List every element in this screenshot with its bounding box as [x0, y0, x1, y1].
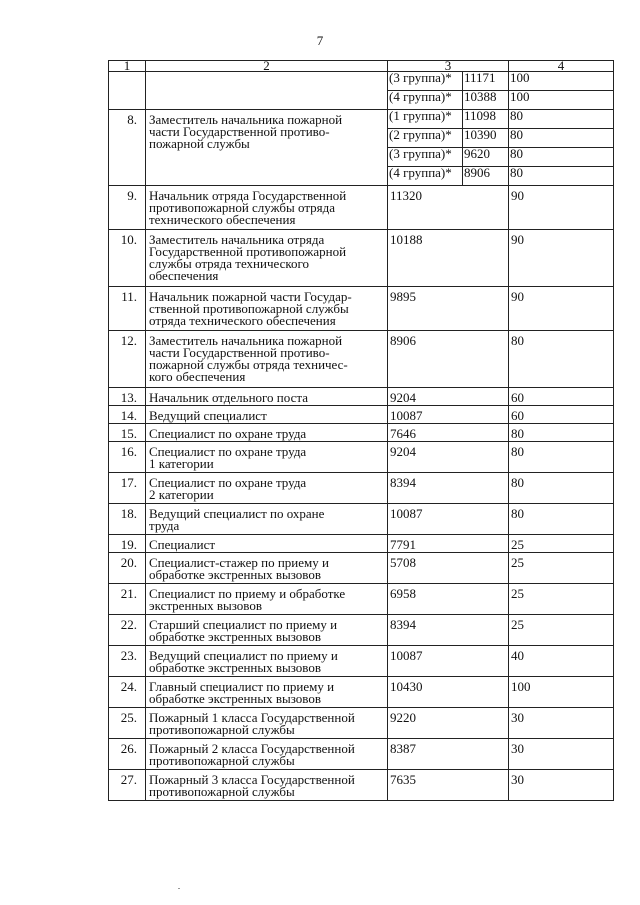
row-number: 17. [109, 473, 146, 504]
position-title-line: Заместитель начальника пожарной [149, 112, 343, 127]
row-number: 16. [109, 442, 146, 473]
table-row [109, 584, 614, 615]
position-title [146, 230, 388, 287]
position-title-line: Специалист [149, 537, 216, 552]
position-title-line: службы отряда технического [149, 256, 310, 271]
row-number: 14. [109, 406, 146, 424]
group-label: (1 группа)* [388, 110, 463, 129]
col4-value: 100 [509, 677, 614, 708]
row-number: 24. [109, 677, 146, 708]
group-label: (2 группа)* [388, 129, 463, 148]
position-title-line: 1 категории [149, 456, 214, 471]
salary-value: 8387 [388, 739, 509, 770]
position-title [146, 535, 388, 553]
table-row [109, 230, 614, 287]
position-title-line: пожарной службы [149, 136, 250, 151]
row-number: 23. [109, 646, 146, 677]
group-col4: 80 [509, 167, 614, 186]
row-number: 20. [109, 553, 146, 584]
position-title-line: 2 категории [149, 487, 214, 502]
group-col4: 80 [509, 110, 614, 129]
salary-value: 10188 [388, 230, 509, 287]
position-title [146, 739, 388, 770]
salary-value: 6958 [388, 584, 509, 615]
col4-value: 90 [509, 230, 614, 287]
position-title [146, 388, 388, 406]
group-value: 11171 [463, 72, 509, 91]
table-row [109, 406, 614, 424]
position-title [146, 584, 388, 615]
salary-value: 8394 [388, 615, 509, 646]
salary-value: 9204 [388, 388, 509, 406]
col4-value: 30 [509, 739, 614, 770]
row-number-cell [109, 72, 146, 110]
row-number: 9. [109, 186, 146, 230]
position-title-line: Начальник отдельного поста [149, 390, 308, 405]
position-title-line: Старший специалист по приему и [149, 617, 338, 632]
position-title-line: Главный специалист по приему и [149, 679, 335, 694]
col4-value: 30 [509, 708, 614, 739]
table-row [109, 424, 614, 442]
table-row [109, 287, 614, 331]
position-title-line: Пожарный 1 класса Государственной [149, 710, 355, 725]
table-row [109, 388, 614, 406]
col4-value: 90 [509, 287, 614, 331]
salary-value: 10087 [388, 646, 509, 677]
position-title-line: Ведущий специалист по приему и [149, 648, 338, 663]
position-title [146, 287, 388, 331]
salary-value: 9895 [388, 287, 509, 331]
group-col4: 80 [509, 148, 614, 167]
group-label: (4 группа)* [388, 167, 463, 186]
position-title-line: экстренных вызовов [149, 598, 262, 613]
position-title-line: части Государственной противо- [149, 345, 330, 360]
position-title [146, 406, 388, 424]
table-row [109, 186, 614, 230]
group-col4: 80 [509, 129, 614, 148]
position-title-line: противопожарной службы [149, 722, 295, 737]
group-label: (4 группа)* [388, 91, 463, 110]
position-title [146, 504, 388, 535]
row-number: 8. [109, 110, 146, 186]
salary-value: 9220 [388, 708, 509, 739]
position-title-line: обработке экстренных вызовов [149, 660, 321, 675]
header-row [109, 61, 614, 72]
header-cell-1: 1 [109, 61, 146, 72]
table-row [109, 770, 614, 801]
position-title-line: технического обеспечения [149, 212, 296, 227]
position-title-line: противопожарной службы [149, 784, 295, 799]
salary-value: 11320 [388, 186, 509, 230]
col4-value: 90 [509, 186, 614, 230]
group-value: 10388 [463, 91, 509, 110]
position-title-line: Заместитель начальника пожарной [149, 333, 343, 348]
position-title-line: Пожарный 2 класса Государственной [149, 741, 355, 756]
row-number: 11. [109, 287, 146, 331]
position-title-line: Специалист по приему и обработке [149, 586, 346, 601]
position-title-line: обеспечения [149, 268, 219, 283]
salary-table [108, 60, 614, 801]
position-title-line: Заместитель начальника отряда [149, 232, 325, 247]
position-title-line: противопожарной службы отряда [149, 200, 336, 215]
page-number: 7 [316, 33, 324, 48]
col4-value: 60 [509, 406, 614, 424]
position-title [146, 553, 388, 584]
row-number: 19. [109, 535, 146, 553]
col4-value: 25 [509, 615, 614, 646]
position-title [146, 677, 388, 708]
position-title-line: труда [149, 518, 180, 533]
position-title [146, 708, 388, 739]
group-col4: 100 [509, 72, 614, 91]
table-row [109, 473, 614, 504]
table-row [109, 646, 614, 677]
group-col4: 100 [509, 91, 614, 110]
col4-value: 25 [509, 535, 614, 553]
salary-value: 7635 [388, 770, 509, 801]
group-value: 11098 [463, 110, 509, 129]
group-label: (3 группа)* [388, 148, 463, 167]
continuation-row [109, 72, 614, 91]
row-number: 21. [109, 584, 146, 615]
row-number: 22. [109, 615, 146, 646]
position-title [146, 646, 388, 677]
table-row-8 [109, 110, 614, 129]
position-title-line: Специалист-стажер по приему и [149, 555, 329, 570]
col4-value: 80 [509, 424, 614, 442]
position-title [146, 615, 388, 646]
position-title [146, 442, 388, 473]
salary-value: 9204 [388, 442, 509, 473]
row-number: 18. [109, 504, 146, 535]
col4-value: 40 [509, 646, 614, 677]
position-title-line: отряда технического обеспечения [149, 313, 336, 328]
salary-value: 8906 [388, 331, 509, 388]
row-number: 26. [109, 739, 146, 770]
table-row [109, 535, 614, 553]
salary-value: 7646 [388, 424, 509, 442]
col4-value: 80 [509, 331, 614, 388]
salary-value: 5708 [388, 553, 509, 584]
group-value: 8906 [463, 167, 509, 186]
row-number: 27. [109, 770, 146, 801]
position-title-line: Государственной противопожарной [149, 244, 347, 259]
position-title [146, 424, 388, 442]
position-title [146, 331, 388, 388]
position-title-line: кого обеспечения [149, 369, 246, 384]
row-number: 12. [109, 331, 146, 388]
row-number: 25. [109, 708, 146, 739]
position-title [146, 770, 388, 801]
table-row [109, 553, 614, 584]
position-title-line: обработке экстренных вызовов [149, 629, 321, 644]
salary-value: 10087 [388, 504, 509, 535]
salary-value: 7791 [388, 535, 509, 553]
scan-mark [178, 888, 180, 889]
table-row [109, 504, 614, 535]
position-title [146, 186, 388, 230]
position-title [146, 473, 388, 504]
table-row [109, 331, 614, 388]
table-row [109, 615, 614, 646]
position-title-line: Специалист по охране труда [149, 426, 307, 441]
table-row [109, 708, 614, 739]
position-title-line: Начальник пожарной части Государ- [149, 289, 352, 304]
col4-value: 25 [509, 553, 614, 584]
col4-value: 80 [509, 504, 614, 535]
position-title-line: Ведущий специалист по охране [149, 506, 325, 521]
position-title-line: ственной противопожарной службы [149, 301, 349, 316]
position-title-line: Ведущий специалист [149, 408, 267, 423]
col4-value: 80 [509, 473, 614, 504]
position-cell [146, 72, 388, 110]
row-number: 10. [109, 230, 146, 287]
position-title-line: пожарной службы отряда техничес- [149, 357, 348, 372]
position-title-line: противопожарной службы [149, 753, 295, 768]
salary-value: 8394 [388, 473, 509, 504]
col4-value: 30 [509, 770, 614, 801]
group-label: (3 группа)* [388, 72, 463, 91]
position-title-line: части Государственной противо- [149, 124, 330, 139]
group-value: 9620 [463, 148, 509, 167]
header-cell-2: 2 [146, 61, 388, 72]
salary-value: 10430 [388, 677, 509, 708]
position-title-line: Начальник отряда Государственной [149, 188, 347, 203]
position-title-line: Специалист по охране труда [149, 444, 307, 459]
row-number: 15. [109, 424, 146, 442]
position-title-line: Пожарный 3 класса Государственной [149, 772, 355, 787]
col4-value: 60 [509, 388, 614, 406]
group-value: 10390 [463, 129, 509, 148]
col4-value: 80 [509, 442, 614, 473]
table-row [109, 739, 614, 770]
table-row [109, 677, 614, 708]
header-cell-3: 3 [388, 61, 509, 72]
position-title-line: обработке экстренных вызовов [149, 691, 321, 706]
salary-value: 10087 [388, 406, 509, 424]
position-title [146, 110, 388, 186]
table-row [109, 442, 614, 473]
row-number: 13. [109, 388, 146, 406]
position-title-line: Специалист по охране труда [149, 475, 307, 490]
header-cell-4: 4 [509, 61, 614, 72]
col4-value: 25 [509, 584, 614, 615]
position-title-line: обработке экстренных вызовов [149, 567, 321, 582]
